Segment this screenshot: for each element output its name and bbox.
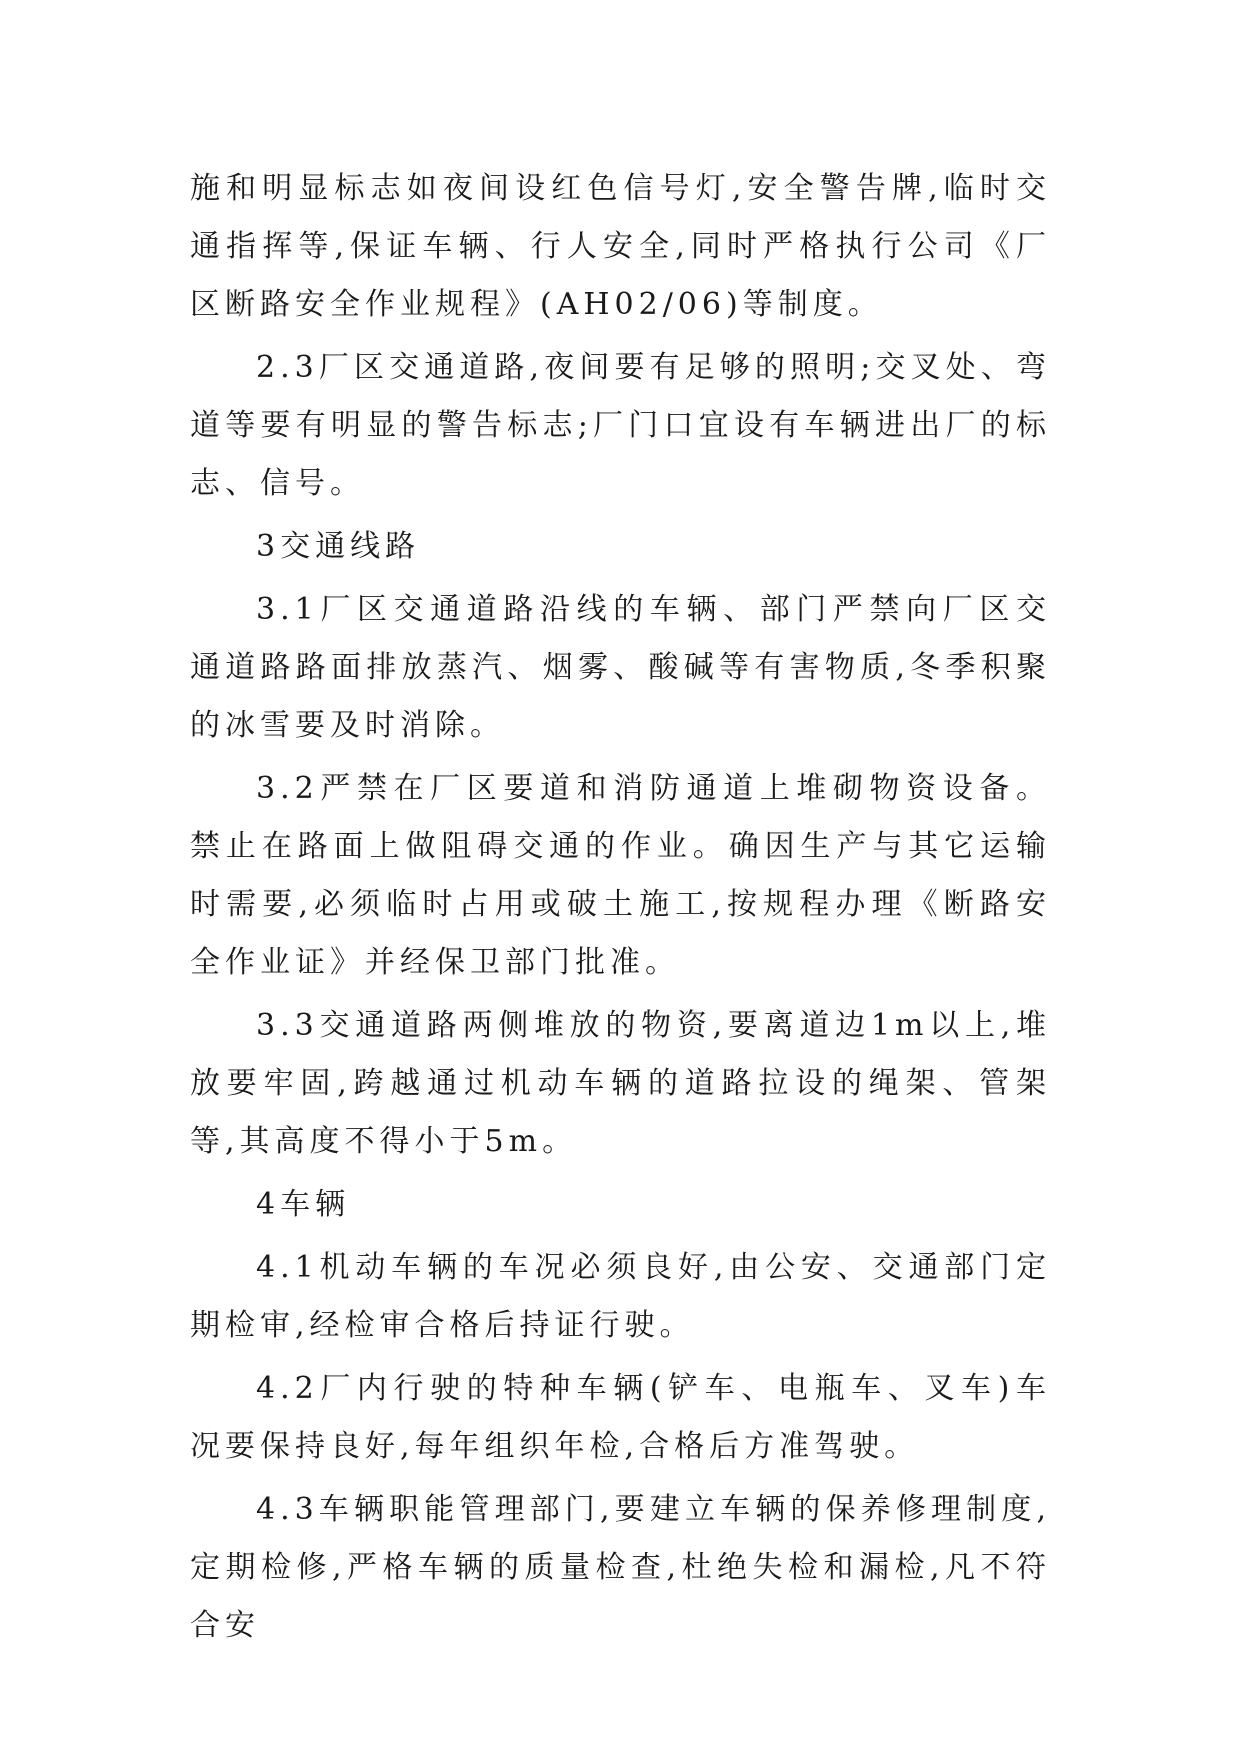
paragraph-4-1: 4.1机动车辆的车况必须良好,由公安、交通部门定期检审,经检审合格后持证行驶。 — [190, 1250, 1051, 1343]
paragraph-3-3: 3.3交通道路两侧堆放的物资,要离道边1m以上,堆放要牢固,跨越通过机动车辆的道路拉设的绳架、管架等,其高度不得小于5m。 — [190, 1008, 1051, 1159]
section-heading-4: 4车辆 — [256, 1187, 351, 1222]
paragraph-continuation: 施和明显标志如夜间设红色信号灯,安全警告牌,临时交通指挥等,保证车辆、行人安全,同时严格执行公司《厂区断路安全作业规程》(AH02/06)等制度。 — [190, 171, 1051, 322]
section-heading-3: 3交通线路 — [256, 529, 421, 564]
paragraph-4-3: 4.3车辆职能管理部门,要建立车辆的保养修理制度,定期检修,严格车辆的质量检查,杜绝失检和漏检,凡不符合安 — [190, 1492, 1051, 1643]
paragraph-4-2: 4.2厂内行驶的特种车辆(铲车、电瓶车、叉车)车况要保持良好,每年组织年检,合格后方准驾驶。 — [190, 1371, 1051, 1464]
paragraph-3-2: 3.2严禁在厂区要道和消防通道上堆砌物资设备。禁止在路面上做阻碍交通的作业。确因生产与其它运输时需要,必须临时占用或破土施工,按规程办理《断路安全作业证》并经保卫部门批准。 — [190, 771, 1051, 980]
paragraph-2-3: 2.3厂区交通道路,夜间要有足够的照明;交叉处、弯道等要有明显的警告标志;厂门口宜设有车辆进出厂的标志、信号。 — [190, 350, 1051, 501]
paragraph-3-1: 3.1厂区交通道路沿线的车辆、部门严禁向厂区交通道路路面排放蒸汽、烟雾、酸碱等有害物质,冬季积聚的冰雪要及时消除。 — [190, 592, 1051, 743]
